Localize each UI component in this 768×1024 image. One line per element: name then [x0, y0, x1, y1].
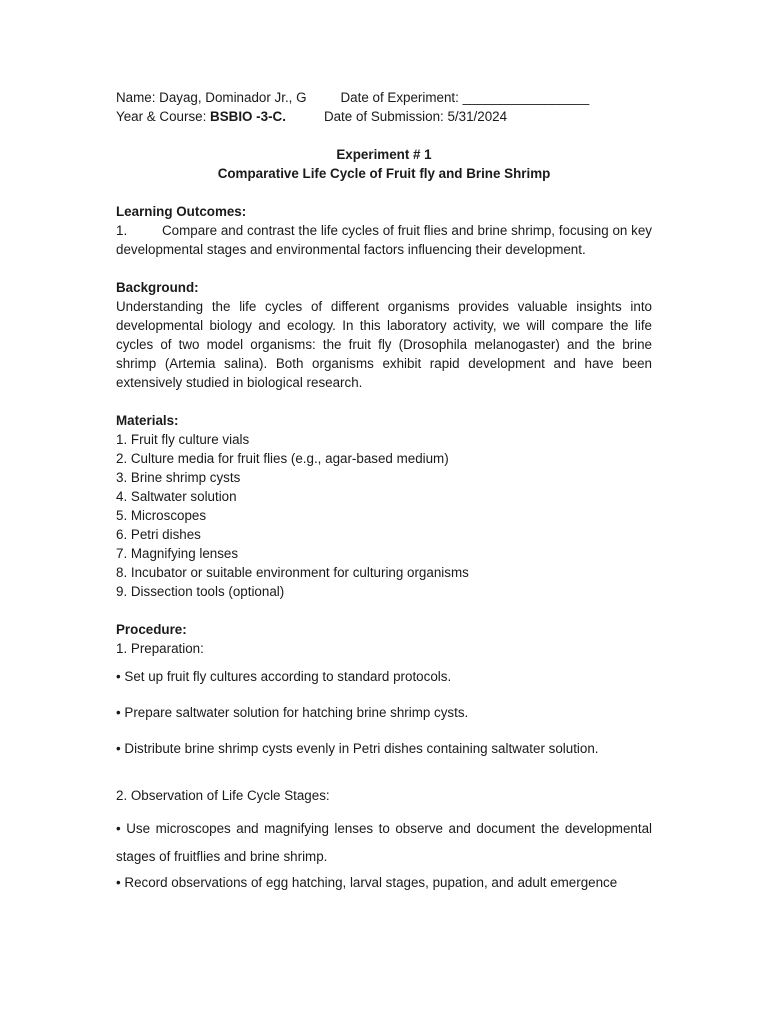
experiment-number: Experiment # 1 — [336, 147, 432, 162]
list-item: • Use microscopes and magnifying lenses to observe and document the developmental stages of fruitflies and brine shrimp. — [116, 821, 652, 864]
list-item: 3. Brine shrimp cysts — [116, 470, 241, 485]
list-item: 5. Microscopes — [116, 508, 207, 523]
header-line-1 — [116, 88, 652, 107]
list-item: 7. Magnifying lenses — [116, 546, 239, 561]
document-page — [116, 88, 652, 892]
header-line-2 — [116, 107, 652, 126]
list-item: 2. Culture media for fruit flies (e.g., agar-based medium) — [116, 451, 449, 466]
list-item: 1. Fruit fly culture vials — [116, 432, 250, 447]
date-of-submission: Date of Submission: 5/31/2024 — [323, 109, 508, 124]
learning-outcome-text: Compare and contrast the life cycles of fruit flies and brine shrimp, focusing on key developmental stages and environmental factors influencing their development. — [116, 223, 652, 257]
list-item: 9. Dissection tools (optional) — [116, 584, 285, 599]
year-course-label: Year & Course: — [116, 109, 211, 124]
list-item: • Distribute brine shrimp cysts evenly in Petri dishes containing saltwater solution. — [116, 741, 599, 756]
list-item: • Set up fruit fly cultures according to standard protocols. — [116, 669, 452, 684]
list-item: 8. Incubator or suitable environment for culturing organisms — [116, 565, 469, 580]
materials-heading: Materials: — [116, 413, 179, 428]
date-of-experiment: Date of Experiment: _________________ — [340, 90, 590, 105]
list-item: • Prepare saltwater solution for hatching brine shrimp cysts. — [116, 705, 469, 720]
year-course-value: BSBIO -3-C. — [210, 109, 286, 124]
learning-outcome-item — [116, 221, 652, 259]
list-item: 4. Saltwater solution — [116, 489, 237, 504]
procedure-step-1-title: 1. Preparation: — [116, 641, 204, 656]
learning-outcomes-heading: Learning Outcomes: — [116, 204, 247, 219]
list-item: • Record observations of egg hatching, larval stages, pupation, and adult emergence — [116, 875, 618, 890]
experiment-title: Comparative Life Cycle of Fruit fly and Brine Shrimp — [217, 166, 551, 181]
procedure-heading: Procedure: — [116, 622, 187, 637]
procedure-step-2-title: 2. Observation of Life Cycle Stages: — [116, 788, 330, 803]
materials-list — [116, 430, 652, 601]
learning-outcome-number: 1. — [116, 223, 128, 238]
background-heading: Background: — [116, 280, 199, 295]
background-text: Understanding the life cycles of different organisms provides valuable insights into developmental biology and ecology. In this laboratory activity, we will compare the life cycles of two model organisms: the fruit fly (Drosophila melanogaster) and the brine shrimp (Artemia salina). Both organisms exhibit rapid development and have been extensively studied in biological research. — [116, 299, 652, 390]
student-name: Name: Dayag, Dominador Jr., G — [116, 90, 307, 105]
list-item: 6. Petri dishes — [116, 527, 201, 542]
